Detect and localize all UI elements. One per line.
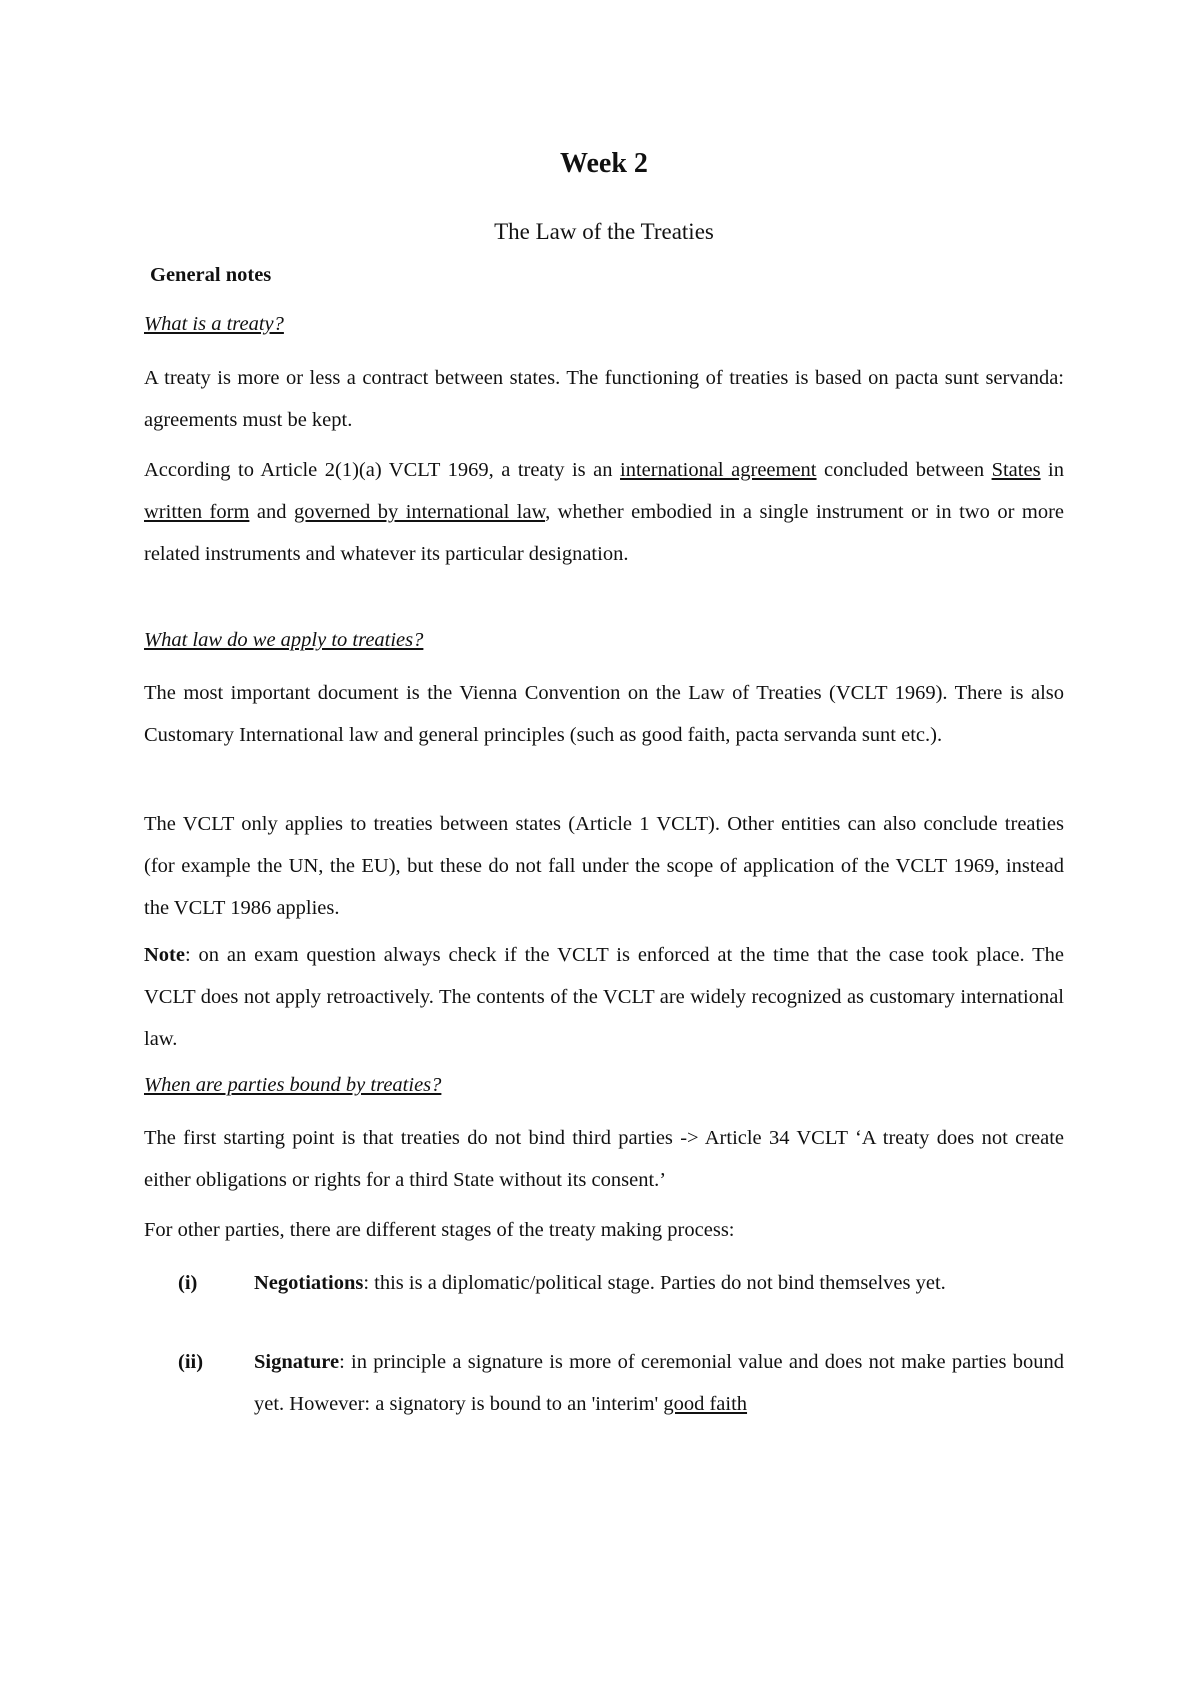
text-run: concluded between — [816, 459, 992, 481]
paragraph-vclt-scope: The VCLT only applies to treaties between states (Article 1 VCLT). Other entities can also conclude treaties (for example the UN, the EU), but these do not fall under the scope of application of the VCLT 1969, instead the VCLT 1986 applies. — [144, 813, 1064, 919]
note-text: : on an exam question always check if the VCLT is enforced at the time that the case took place. The VCLT does not apply retroactively. The contents of the VCLT are widely recognized as customary international law. — [144, 944, 1064, 1050]
list-number: (ii) — [178, 1351, 204, 1373]
paragraph-article-2 — [144, 449, 1064, 575]
paragraph-third-parties: The first starting point is that treaties do not bind third parties -> Article 34 VCLT ‘A treaty does not create either obligations or rights for a third State without its consent.’ — [144, 1127, 1064, 1191]
underlined-term: good faith — [663, 1393, 748, 1415]
paragraph-treaty-definition: A treaty is more or less a contract between states. The functioning of treaties is based on pacta sunt servanda: agreements must be kept. — [144, 367, 1064, 431]
stage-label: Negotiations — [254, 1272, 364, 1294]
page-subtitle: The Law of the Treaties — [494, 219, 714, 244]
underlined-term: governed by international law — [293, 501, 546, 523]
text-run: , whether embodied in a single instrument or in two or more related instruments and whatever its particular designation. — [144, 501, 1064, 565]
stage-label: Signature — [254, 1351, 340, 1373]
text-run: According to Article 2(1)(a) VCLT 1969, a treaty is an — [144, 459, 621, 481]
stage-text: : in principle a signature is more of ceremonial value and does not make parties bound yet. However: a signatory is bound to an 'interim' — [254, 1351, 1064, 1415]
underlined-term: written form — [144, 501, 250, 523]
page-title: Week 2 — [560, 148, 648, 179]
list-number: (i) — [178, 1272, 198, 1294]
question-when-bound: When are parties bound by treaties? — [144, 1074, 442, 1096]
question-what-is-treaty: What is a treaty? — [144, 313, 284, 335]
note-label: Note — [144, 944, 185, 966]
list-text — [254, 1341, 1064, 1425]
text-run: and — [249, 501, 294, 523]
paragraph-stages-intro: For other parties, there are different stages of the treaty making process: — [144, 1219, 735, 1241]
list-text — [254, 1262, 1064, 1304]
text-run: in — [1040, 459, 1064, 481]
paragraph-note — [144, 934, 1064, 1060]
underlined-term: States — [991, 459, 1041, 481]
underlined-term: international agreement — [620, 459, 817, 481]
paragraph-vienna-convention: The most important document is the Vienna Convention on the Law of Treaties (VCLT 1969). There is also Customary International law and general principles (such as good faith, pacta servanda sunt etc.). — [144, 682, 1064, 746]
stage-text: : this is a diplomatic/political stage. Parties do not bind themselves yet. — [363, 1272, 946, 1294]
general-notes-heading: General notes — [150, 264, 272, 286]
question-what-law: What law do we apply to treaties? — [144, 629, 424, 651]
